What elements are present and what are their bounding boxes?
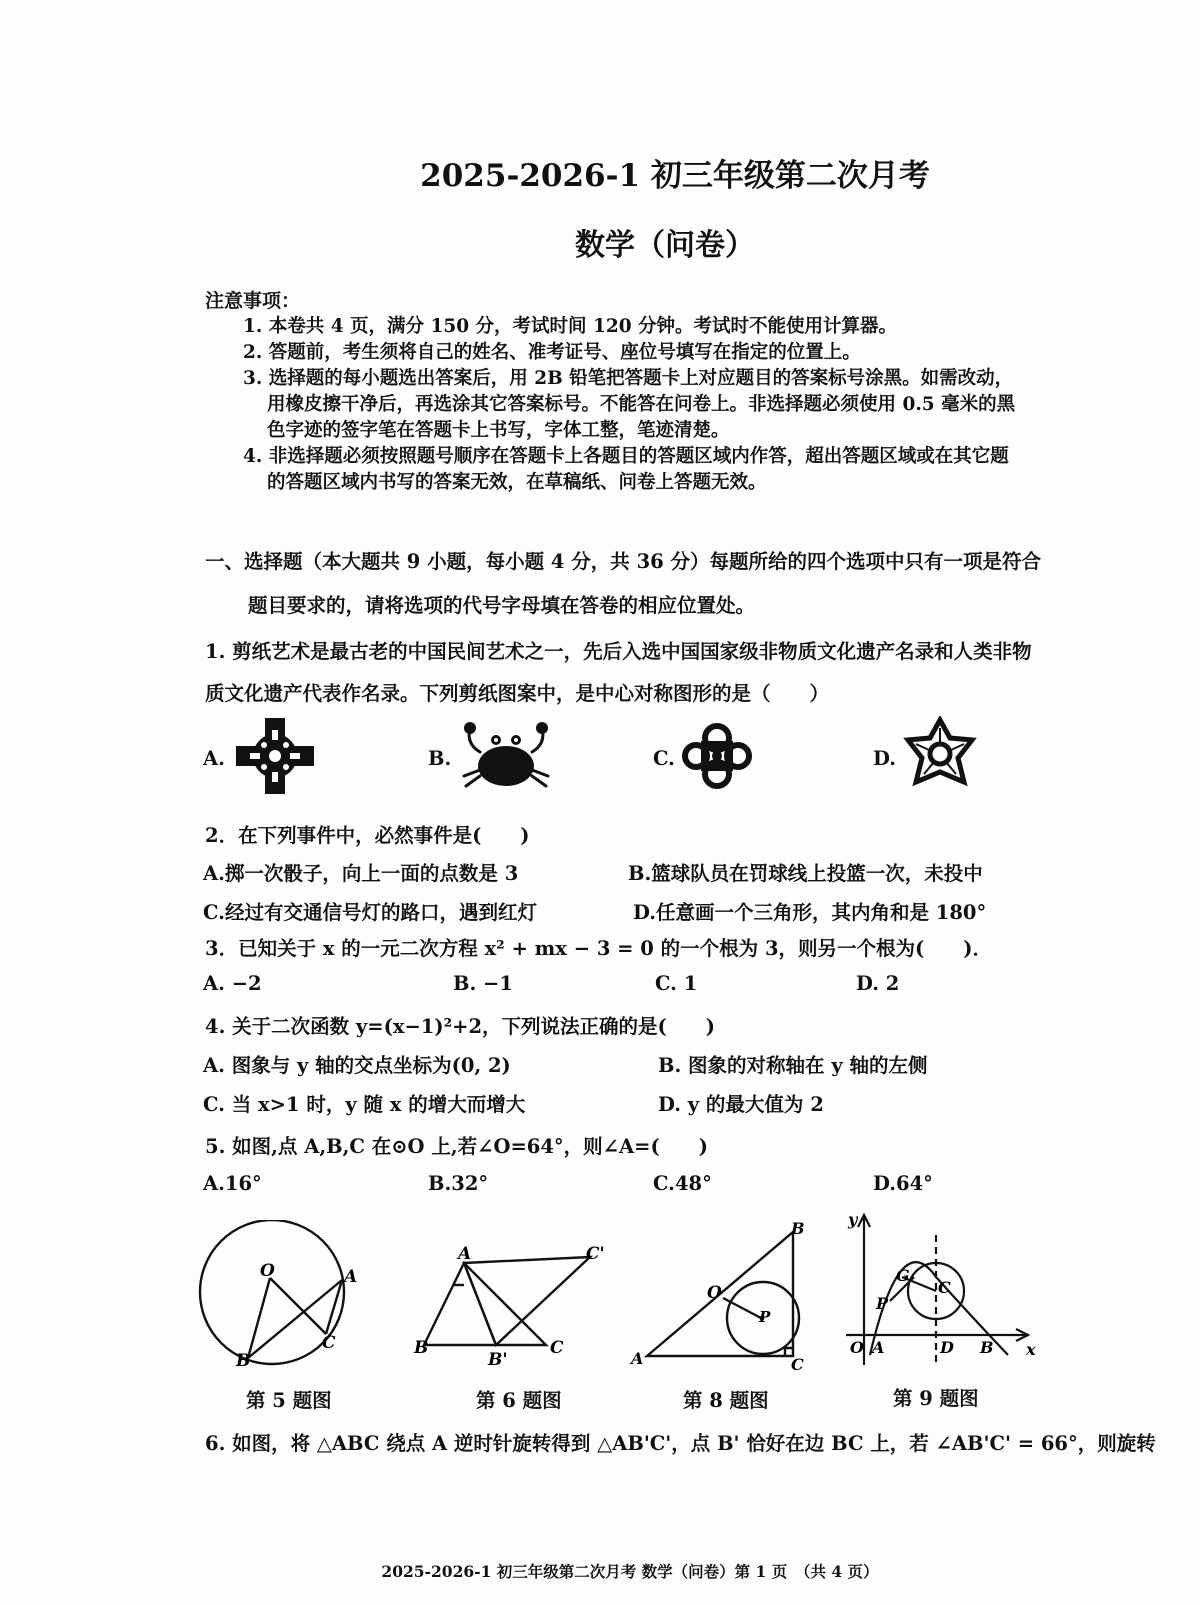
q5-option-a: A.16° xyxy=(203,1172,262,1195)
fig9-label-p: P xyxy=(876,1294,889,1313)
fig8-label-c: C xyxy=(791,1355,804,1372)
q4-option-d: D. y 的最大值为 2 xyxy=(658,1093,824,1116)
notice-heading: 注意事项： xyxy=(205,290,301,312)
q5-stem: 5. 如图,点 A,B,C 在⊙O 上,若∠O=64°，则∠A=( ) xyxy=(205,1135,708,1158)
fig8-label-o: O xyxy=(707,1283,722,1303)
page-footer: 2025-2026-1 初三年级第二次月考 数学（问卷）第 1 页 （共 4 页） xyxy=(381,1562,879,1581)
q4-option-a: A. 图象与 y 轴的交点坐标为(0, 2) xyxy=(203,1054,511,1077)
q1-option-a: A. xyxy=(203,747,225,770)
figure-6-triangles xyxy=(410,1245,610,1370)
notice-item: 的答题区域内书写的答案无效，在草稿纸、问卷上答题无效。 xyxy=(267,472,767,493)
fig6-caption: 第 6 题图 xyxy=(476,1389,562,1412)
fig9-label-x: x xyxy=(1026,1340,1036,1359)
q1-stem-line1: 1. 剪纸艺术是最古老的中国民间艺术之一，先后入选中国国家级非物质文化遗产名录和人类非物 xyxy=(205,640,1032,663)
papercut-crab-icon xyxy=(460,720,552,792)
fig8-caption: 第 8 题图 xyxy=(683,1389,769,1412)
q5-option-d: D.64° xyxy=(873,1172,933,1195)
papercut-knot-icon xyxy=(680,718,754,794)
q1-option-d: D. xyxy=(873,747,897,770)
section-line: 题目要求的，请将选项的代号字母填在答卷的相应位置处。 xyxy=(248,594,756,617)
figure-5-circle xyxy=(196,1220,366,1370)
fig9-label-d: D xyxy=(940,1338,954,1357)
fig6-label-b-prime: B' xyxy=(488,1350,508,1370)
fig8-label-p: P xyxy=(759,1308,771,1326)
fig9-caption: 第 9 题图 xyxy=(893,1387,979,1410)
figure-8-triangle xyxy=(625,1222,815,1372)
notice-list xyxy=(243,314,1173,496)
papercut-cross-icon xyxy=(236,718,314,794)
page-subtitle: 数学（问卷） xyxy=(575,228,755,263)
fig8-label-b: B xyxy=(791,1222,805,1238)
q2-option-d: D.任意画一个三角形，其内角和是 180° xyxy=(633,901,987,924)
notice-item: 色字迹的签字笔在答题卡上书写，字体工整，笔迹清楚。 xyxy=(267,420,730,441)
q4-stem: 4. 关于二次函数 y=(x−1)²+2，下列说法正确的是( ) xyxy=(205,1015,715,1038)
fig9-label-o: O xyxy=(850,1338,864,1357)
notice-item: 3. 选择题的每小题选出答案后，用 2B 铅笔把答题卡上对应题目的答案标号涂黑。如需改动， xyxy=(243,368,1014,389)
fig6-label-b: B xyxy=(414,1338,429,1358)
q4-option-c: C. 当 x>1 时，y 随 x 的增大而增大 xyxy=(203,1093,526,1116)
q2-option-b: B.篮球队员在罚球线上投篮一次，未投中 xyxy=(628,862,983,885)
fig5-caption: 第 5 题图 xyxy=(246,1389,332,1412)
q5-option-c: C.48° xyxy=(653,1172,712,1195)
page-title: 2025-2026-1 初三年级第二次月考 xyxy=(420,158,930,194)
figure-9-parabola xyxy=(840,1205,1040,1375)
fig6-label-a: A xyxy=(458,1245,472,1264)
fig5-label-b: B xyxy=(236,1351,251,1370)
notice-item: 用橡皮擦干净后，再选涂其它答案标号。不能答在问卷上。非选择题必须使用 0.5 毫米的黑 xyxy=(267,394,1016,415)
section-line: 一、选择题（本大题共 9 小题，每小题 4 分，共 36 分）每题所给的四个选项中只有一项是符合 xyxy=(205,550,1042,573)
notice-item: 2. 答题前，考生须将自己的姓名、准考证号、座位号填写在指定的位置上。 xyxy=(243,342,861,363)
fig5-label-c: C xyxy=(322,1333,336,1353)
fig9-label-g: G xyxy=(896,1266,910,1285)
q3-option-d: D. 2 xyxy=(856,972,900,995)
q1-stem-line2: 质文化遗产代表作名录。下列剪纸图案中，是中心对称图形的是（ ） xyxy=(205,682,830,705)
q1-option-c: C. xyxy=(653,747,675,770)
fig6-label-c: C xyxy=(550,1338,564,1358)
fig5-label-a: A xyxy=(344,1267,358,1287)
q1-option-b: B. xyxy=(428,747,452,770)
q2-stem: 2．在下列事件中，必然事件是( ) xyxy=(205,824,530,847)
q3-option-a: A. −2 xyxy=(203,972,262,995)
fig8-label-a: A xyxy=(631,1349,644,1368)
section-heading xyxy=(205,540,1155,628)
fig5-label-o: O xyxy=(260,1261,275,1281)
q6-stem: 6. 如图，将 △ABC 绕点 A 逆时针旋转得到 △AB'C'，点 B' 恰好在边 BC 上，若 ∠AB'C' = 66°，则旋转 xyxy=(205,1432,1156,1455)
q5-option-b: B.32° xyxy=(428,1172,489,1195)
papercut-flower-icon xyxy=(902,716,978,794)
fig9-label-a: A xyxy=(872,1338,885,1357)
q3-stem: 3．已知关于 x 的一元二次方程 x² + mx − 3 = 0 的一个根为 3，则另一个根为( )． xyxy=(205,937,992,960)
notice-item: 1. 本卷共 4 页，满分 150 分，考试时间 120 分钟。考试时不能使用计算器。 xyxy=(243,316,898,337)
fig9-label-y: y xyxy=(848,1210,858,1229)
fig9-label-c: C xyxy=(938,1278,951,1297)
fig9-label-b: B xyxy=(980,1338,994,1357)
q3-option-b: B. −1 xyxy=(453,972,513,995)
fig6-label-c-prime: C' xyxy=(586,1245,605,1264)
q4-option-b: B. 图象的对称轴在 y 轴的左侧 xyxy=(658,1054,928,1077)
q2-option-a: A.掷一次骰子，向上一面的点数是 3 xyxy=(203,862,519,885)
notice-item: 4. 非选择题必须按照题号顺序在答题卡上各题目的答题区域内作答，超出答题区域或在其它题 xyxy=(243,446,1009,467)
q2-option-c: C.经过有交通信号灯的路口，遇到红灯 xyxy=(203,901,537,924)
q3-option-c: C. 1 xyxy=(655,972,698,995)
